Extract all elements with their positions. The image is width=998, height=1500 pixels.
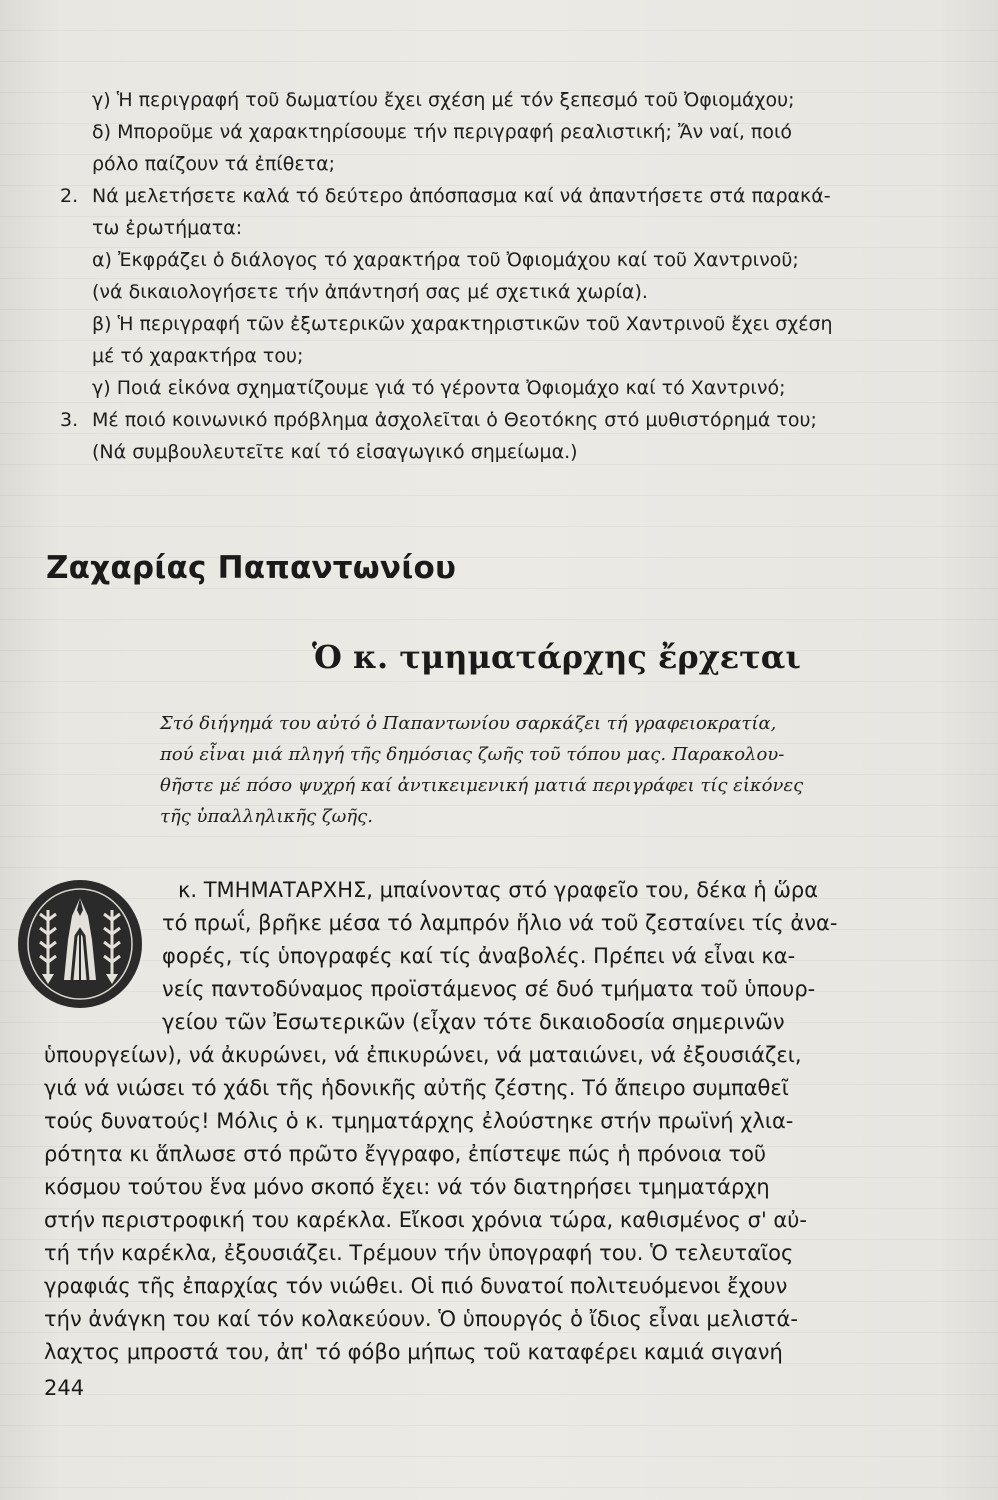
question-line: γ) Ἡ περιγραφή τοῦ δωματίου ἔχει σχέση μέ τόν ξεπεσμό τοῦ Ὀφιομάχου;: [92, 89, 795, 111]
body-line: λαχτος μπροστά του, ἀπ' τό φόβο μήπως τοῦ καταφέρει καμιά σιγανή: [44, 1340, 783, 1364]
question-line: β) Ἡ περιγραφή τῶν ἐξωτερικῶν χαρακτηριστικῶν τοῦ Χαντρινοῦ ἔχει σχέση: [92, 313, 833, 335]
question-line: ρόλο παίζουν τά ἐπίθετα;: [92, 153, 335, 175]
story-title: Ὁ κ. τμηματάρχης ἔρχεται: [312, 638, 801, 676]
story-body: [44, 874, 924, 1369]
intro-line: πού εἶναι μιά πληγή τῆς δημόσιας ζωῆς τοῦ τόπου μας. Παρακολου-: [160, 744, 785, 765]
question-number: 2.: [60, 185, 79, 207]
intro-line: θῆστε μέ πόσο ψυχρή καί ἀντικειμενική ματιά περιγράφει τίς εἰκόνες: [160, 775, 804, 796]
body-line: γραφιάς τῆς ἐπαρχίας τόν νιώθει. Οἱ πιό δυνατοί πολιτευόμενοι ἔχουν: [44, 1274, 788, 1298]
question-number: 3.: [60, 409, 79, 431]
question-line: Μέ ποιό κοινωνικό πρόβλημα ἀσχολεῖται ὁ Θεοτόκης στό μυθιστόρημά του;: [92, 409, 817, 431]
intro-note: [160, 708, 912, 832]
body-line: γείου τῶν Ἐσωτερικῶν (εἶχαν τότε δικαιοδοσία σημερινῶν: [162, 1010, 785, 1034]
question-line: (Νά συμβουλευτεῖτε καί τό εἰσαγωγικό σημείωμα.): [92, 441, 578, 463]
question-line: μέ τό χαρακτήρα του;: [92, 345, 304, 367]
body-line: τό πρωΐ, βρῆκε μέσα τό λαμπρόν ἥλιο νά τοῦ ζεσταίνει τίς ἀνα-: [162, 911, 838, 935]
author-heading: Ζαχαρίας Παπαντωνίου: [46, 550, 457, 586]
question-line: (νά δικαιολογήσετε τήν ἀπάντησή σας μέ σχετικά χωρία).: [92, 281, 648, 303]
question-line: γ) Ποιά εἰκόνα σχηματίζουμε γιά τό γέροντα Ὀφιομάχο καί τό Χαντρινό;: [92, 377, 786, 399]
body-line: γιά νά νιώσει τό χάδι τῆς ἡδονικῆς αὐτῆς ζέστης. Τό ἄπειρο συμπαθεῖ: [44, 1076, 789, 1100]
body-line: τούς δυνατούς! Μόλις ὁ κ. τμηματάρχης ἐλούστηκε στήν πρωϊνή χλια-: [44, 1109, 794, 1133]
questions-section: [60, 84, 910, 468]
question-item-3: [60, 404, 910, 436]
question-item-2: [60, 180, 910, 212]
body-line: φορές, τίς ὑπογραφές καί τίς ἀναβολές. Πρέπει νά εἶναι κα-: [162, 944, 796, 968]
question-line: α) Ἐκφράζει ὁ διάλογος τό χαρακτήρα τοῦ Ὀφιομάχου καί τοῦ Χαντρινοῦ;: [92, 249, 799, 271]
body-line: κ. ΤΜΗΜΑΤΑΡΧΗΣ, μπαίνοντας στό γραφεῖο του, δέκα ἡ ὥρα: [178, 878, 819, 902]
body-line: κόσμου τούτου ἕνα μόνο σκοπό ἔχει: νά τόν διατηρήσει τμηματάρχη: [44, 1175, 770, 1199]
body-line: ὑπουργείων), νά ἀκυρώνει, νά ἐπικυρώνει, νά ματαιώνει, νά ἐξουσιάζει,: [44, 1043, 802, 1067]
page-number: 244: [44, 1376, 85, 1400]
question-line: τω ἐρωτήματα:: [92, 217, 243, 239]
question-line: Νά μελετήσετε καλά τό δεύτερο ἀπόσπασμα καί νά ἀπαντήσετε στά παρακά-: [92, 185, 831, 207]
question-line: δ) Μποροῦμε νά χαρακτηρίσουμε τήν περιγραφή ρεαλιστική; Ἄν ναί, ποιό: [92, 121, 793, 143]
body-line: νείς παντοδύναμος προϊστάμενος σέ δυό τμήματα τοῦ ὑπουρ-: [162, 977, 816, 1001]
body-line: τή τήν καρέκλα, ἐξουσιάζει. Τρέμουν τήν ὑπογραφή του. Ὁ τελευταῖος: [44, 1241, 794, 1265]
body-line: τήν ἀνάγκη του καί τόν κολακεύουν. Ὁ ὑπουργός ὁ ἴδιος εἶναι μελιστά-: [44, 1307, 798, 1331]
intro-line: τῆς ὑπαλληλικῆς ζωῆς.: [160, 806, 373, 827]
intro-line: Στό διήγημά του αὐτό ὁ Παπαντωνίου σαρκάζει τή γραφειοκρατία,: [160, 713, 777, 734]
body-line: ρότητα κι ἅπλωσε στό πρῶτο ἔγγραφο, ἐπίστεψε πώς ἡ πρόνοια τοῦ: [44, 1142, 767, 1166]
body-line: στήν περιστροφική του καρέκλα. Εἴκοσι χρόνια τώρα, καθισμένος σ' αὐ-: [44, 1208, 807, 1232]
